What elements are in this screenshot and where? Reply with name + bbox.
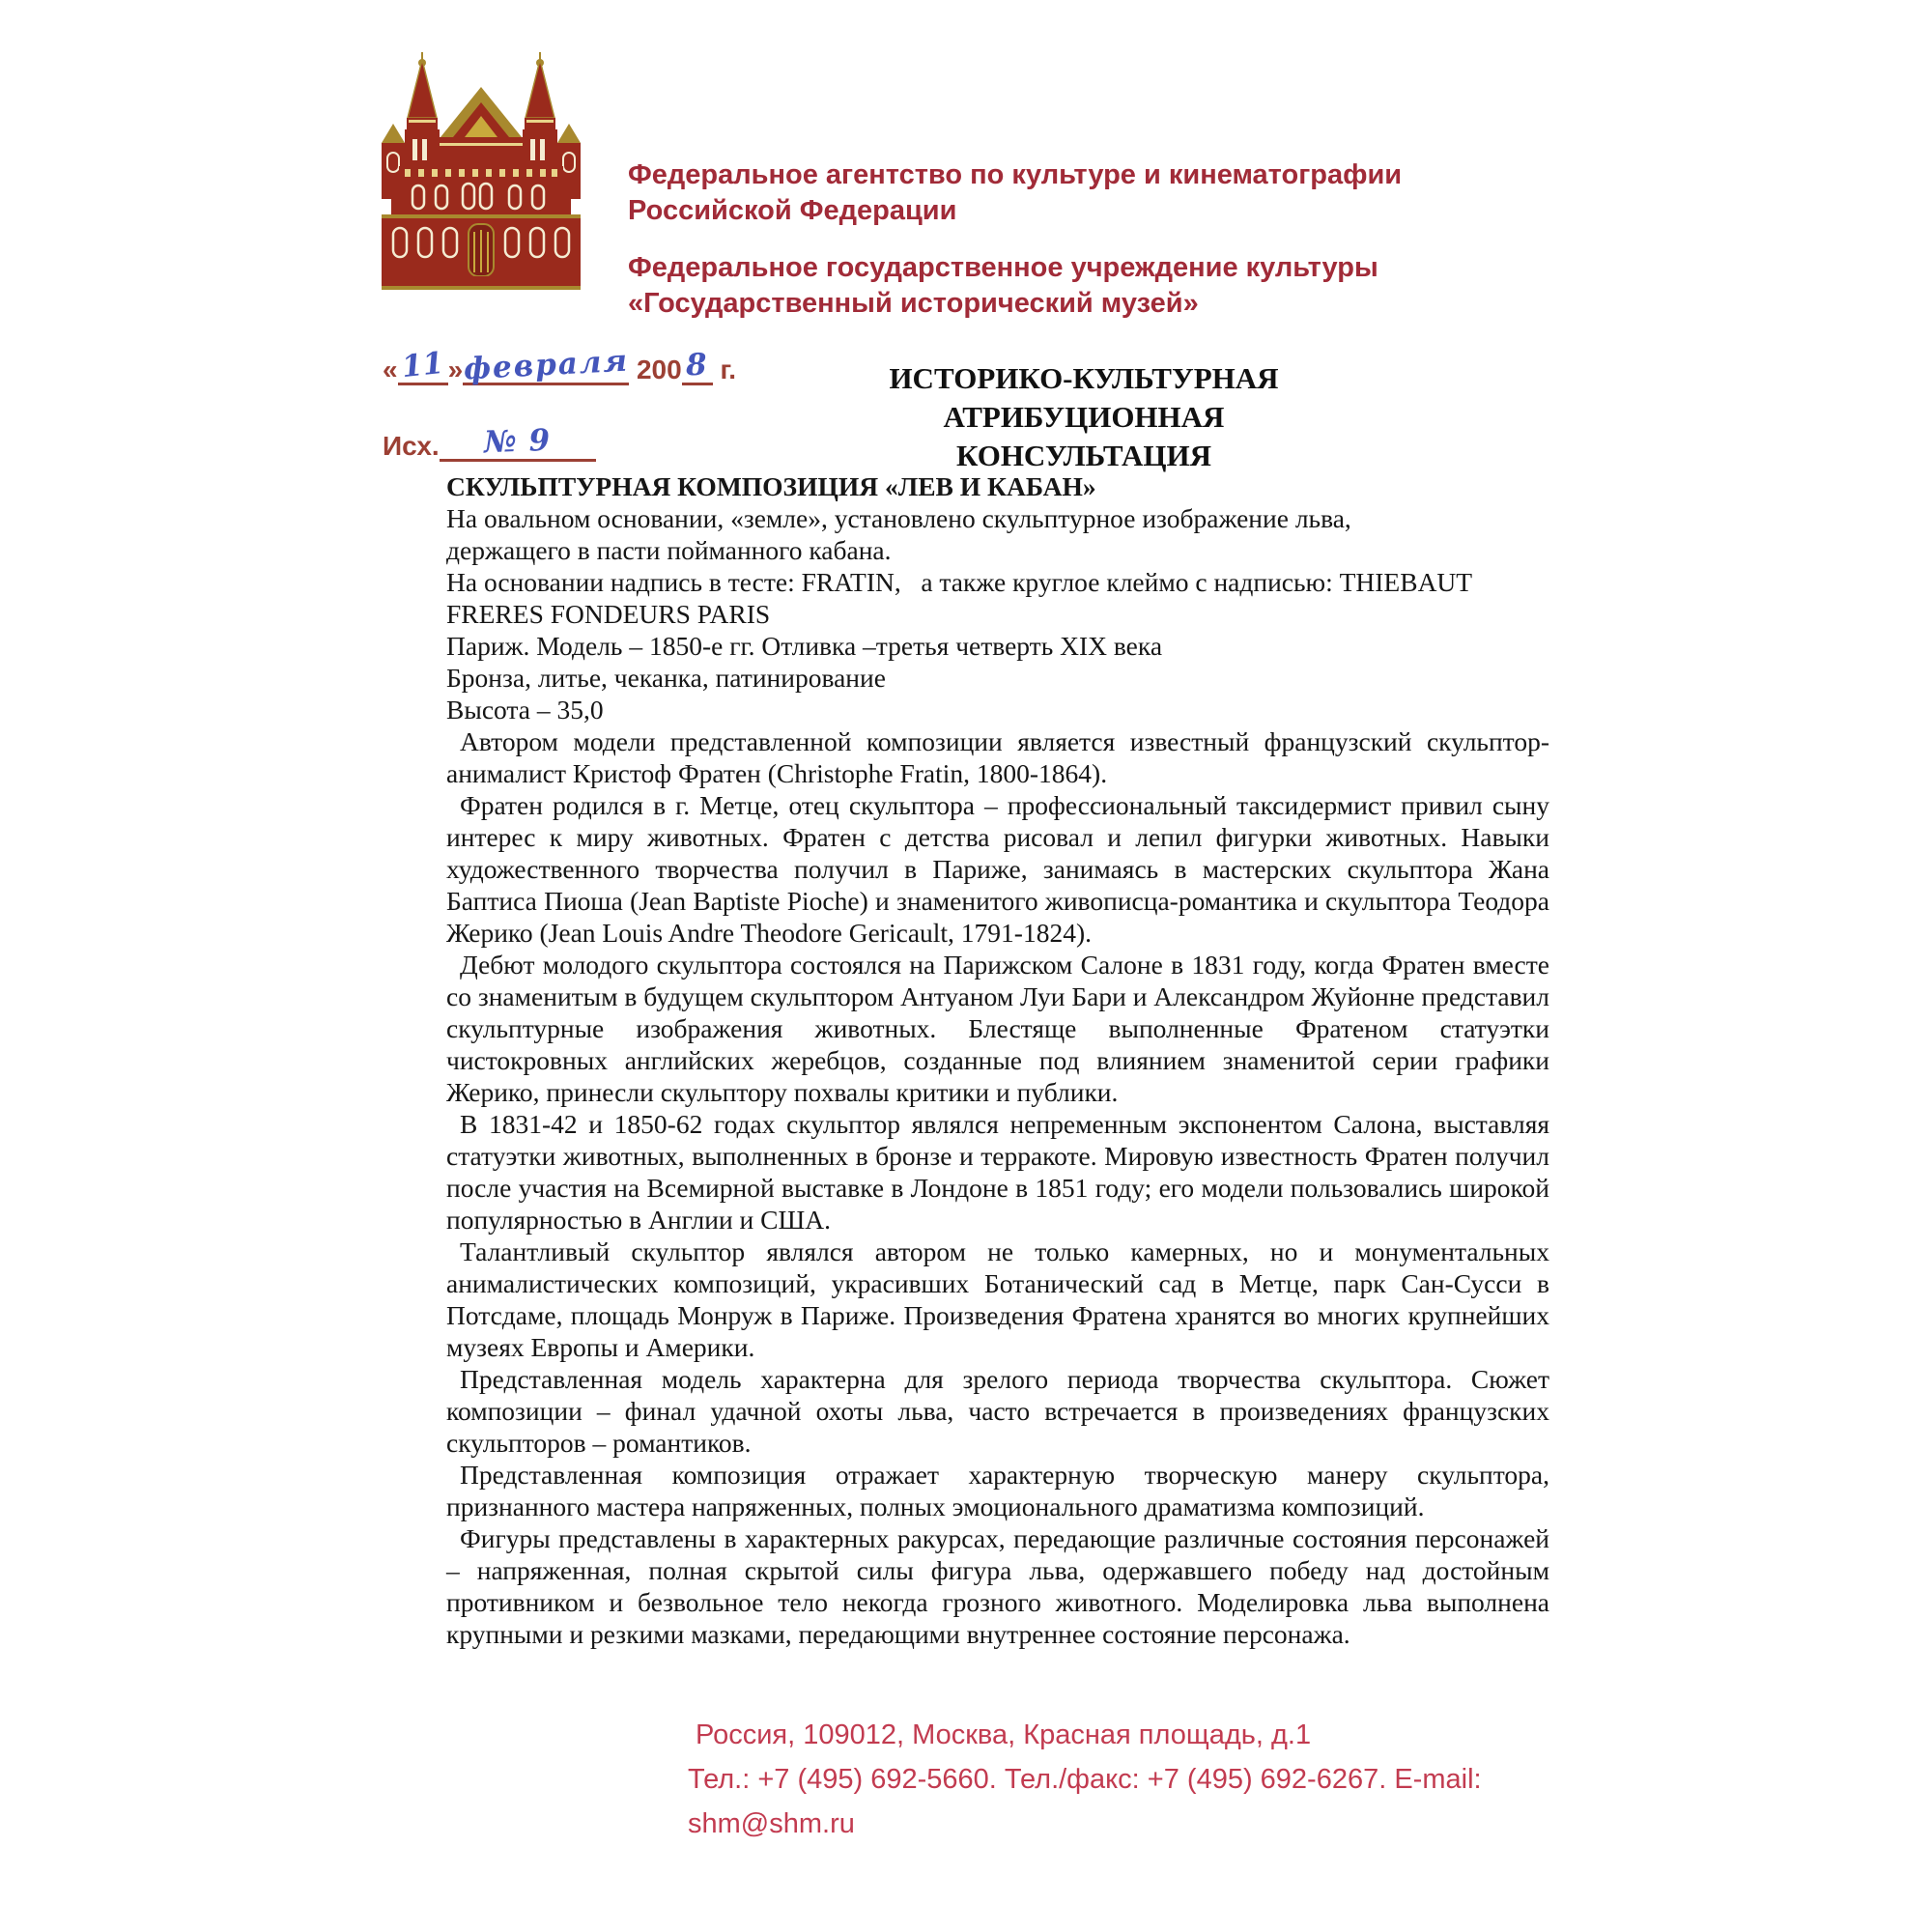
document-title-line1: ИСТОРИКО-КУЛЬТУРНАЯ АТРИБУЦИОННАЯ (889, 361, 1279, 434)
document-body (446, 470, 1549, 1650)
intro-line: Высота – 35,0 (446, 695, 604, 724)
body-paragraph: Фратен родился в г. Метце, отец скульптора – профессиональный таксидермист привил сыну интерес к миру животных. Фратен с детства рисовал и лепил фигурки животных. Навыки художественного творчества получил в Париже, занимаясь в мастерских скульптора Жана Баптиса Пиоша (Jean Baptiste Pioche) и знаменитого живописца-романтика и скульптора Теодора Жерико (Jean Louis Andre Theodore Gericault, 1791-1824). (446, 790, 1549, 948)
intro-line: На овальном основании, «земле», установлено скульптурное изображение льва, (446, 503, 1351, 533)
outgoing-number-blank (440, 424, 596, 462)
year-printed: 200 (636, 355, 682, 384)
day-blank (398, 345, 448, 385)
footer (688, 1713, 1557, 1846)
outgoing-label: Исх. (383, 431, 440, 461)
body-paragraph: Представленная модель характерна для зрелого периода творчества скульптора. Сюжет композиции – финал удачной охоты льва, часто встречается в произведениях французских скульпторов – романтиков. (446, 1364, 1549, 1458)
month-blank (462, 343, 630, 387)
museum-logo-icon (380, 50, 582, 301)
letterhead-institution (628, 250, 1497, 322)
letterhead-agency (628, 157, 1497, 229)
intro-line: На основании надпись в тесте: FRATIN, а также круглое клеймо с надписью: THIEBAUT (446, 567, 1473, 597)
intro-line: Париж. Модель – 1850-е гг. Отливка –третья четверть XIX века (446, 631, 1163, 661)
footer-address: Россия, 109012, Москва, Красная площадь, д.1 (696, 1719, 1312, 1750)
year-suffix: г. (720, 355, 737, 384)
year-blank (682, 348, 713, 385)
object-heading: СКУЛЬПТУРНАЯ КОМПОЗИЦИЯ «ЛЕВ И КАБАН» (446, 471, 1096, 501)
letterhead-institution-line1: Федеральное государственное учреждение культуры (628, 252, 1378, 283)
handwritten-outgoing-number: № 9 (483, 422, 552, 461)
document-title-line2: КОНСУЛЬТАЦИЯ (956, 439, 1211, 472)
letterhead-agency-line2: Российской Федерации (628, 195, 957, 226)
open-quote: « (383, 355, 398, 384)
intro-line: Бронза, литье, чеканка, патинирование (446, 663, 886, 693)
date-row (383, 343, 750, 387)
handwritten-day: 11 (400, 345, 445, 385)
letterhead (628, 157, 1497, 343)
handwritten-year-digit: 8 (685, 347, 709, 384)
body-paragraph: Автором модели представленной композиции является известный французский скульптор-анималист Кристоф Фратен (Christophe Fratin, 1800-1864). (446, 726, 1549, 788)
body-paragraph: Талантливый скульптор являлся автором не только камерных, но и монументальных анималистических композиций, украсивших Ботанический сад в Метце, парк Сан-Сусси в Потсдаме, площадь Монруж в Париже. Произведения Фратена хранятся во многих крупнейших музеях Европы и Америки. (446, 1236, 1549, 1362)
body-paragraph: Дебют молодого скульптора состоялся на Парижском Салоне в 1831 году, когда Фратен вместе со знаменитым в будущем скульптором Антуаном Луи Бари и Александром Жуйонне представил скульптурные изображения животных. Блестяще выполненные Фратеном статуэтки чистокровных английских жеребцов, созданные под влиянием знаменитой серии графики Жерико, принесли скульптору похвалы критики и публики. (446, 950, 1549, 1107)
footer-contacts: Тел.: +7 (495) 692-5660. Тел./факс: +7 (495) 692-6267. E-mail: shm@shm.ru (688, 1764, 1482, 1839)
body-paragraph: Представленная композиция отражает характерную творческую манеру скульптора, признанного мастера напряженных, полных эмоционального драматизма композиций. (446, 1460, 1549, 1521)
intro-line: FRERES FONDEURS PARIS (446, 599, 771, 629)
body-paragraph: Фигуры представлены в характерных ракурсах, передающие различные состояния персонажей – напряженная, полная скрытой силы фигура льва, одержавшего победу над достойным противником и безвольное тело некогда грозного животного. Моделировка льва выполнена крупными и резкими мазками, передающими внутреннее состояние персонажа. (446, 1523, 1549, 1649)
outgoing-row (383, 424, 750, 462)
intro-line: держащего в пасти пойманного кабана. (446, 535, 892, 565)
letterhead-agency-line1: Федеральное агентство по культуре и кинематографии (628, 159, 1403, 190)
dateline (383, 343, 750, 462)
close-quote: » (447, 355, 464, 384)
handwritten-month: февраля (462, 343, 630, 387)
document-title (746, 359, 1422, 475)
letterhead-institution-line2: «Государственный исторический музей» (628, 288, 1199, 319)
body-paragraph: В 1831-42 и 1850-62 годах скульптор являлся непременным экспонентом Салона, выставляя статуэтки животных, выполненных в бронзе и терракоте. Мировую известность Фратен получил после участия на Всемирной выставке в Лондоне в 1851 году; его модели пользовались широкой популярностью в Англии и США. (446, 1109, 1549, 1235)
